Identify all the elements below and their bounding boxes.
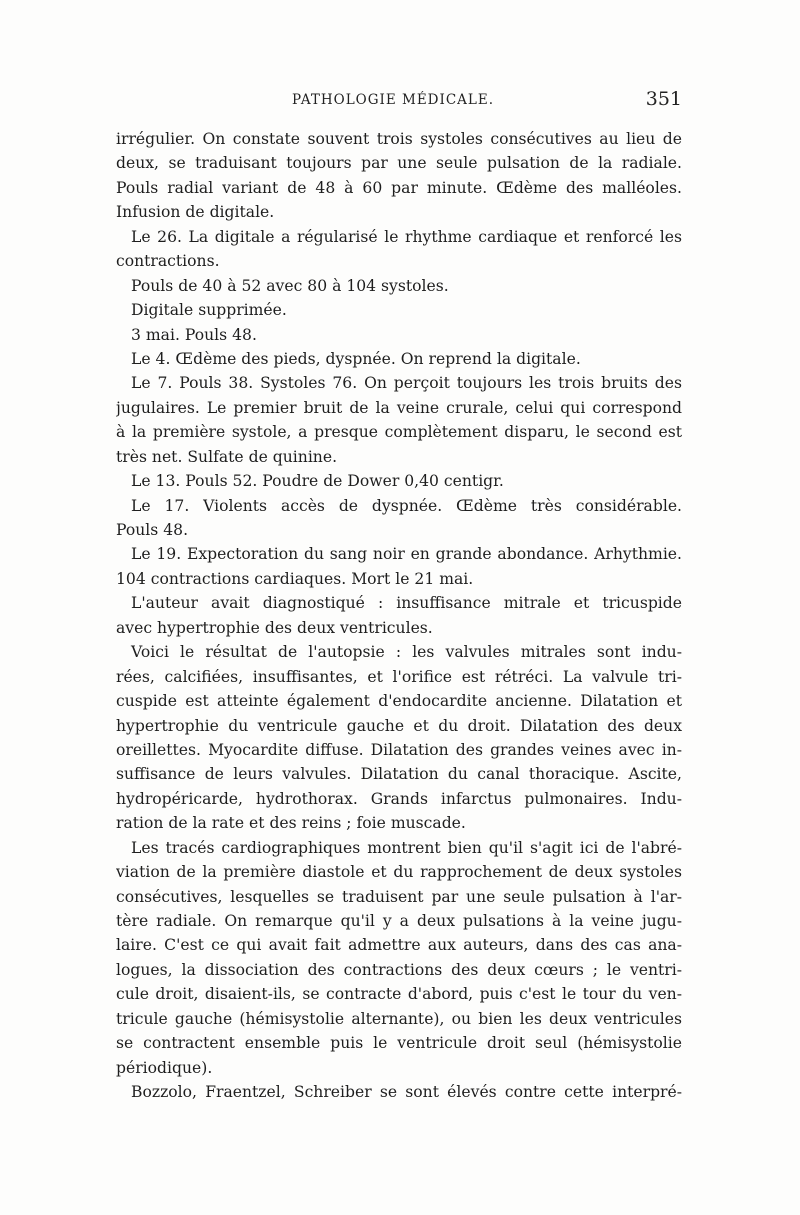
- text-line: Le 26. La digitale a régularisé le rhythme cardiaque et renforcé les: [131, 227, 682, 246]
- text-line: périodique).: [116, 1058, 213, 1077]
- text-line: cuspide est atteinte également d'endocardite ancienne. Dilatation et: [116, 692, 682, 711]
- text-line: 104 contractions cardiaques. Mort le 21 mai.: [116, 569, 474, 588]
- text-line: Bozzolo, Fraentzel, Schreiber se sont élevés contre cette interpré-: [131, 1083, 682, 1102]
- text-line: consécutives, lesquelles se traduisent par une seule pulsation à l'ar-: [116, 887, 682, 906]
- text-line: cule droit, disaient-ils, se contracte d'abord, puis c'est le tour du ven-: [116, 985, 682, 1004]
- body-text: [116, 127, 682, 1105]
- text-line: suffisance de leurs valvules. Dilatation du canal thoracique. Ascite,: [116, 765, 682, 784]
- text-line: laire. C'est ce qui avait fait admettre aux auteurs, dans des cas ana-: [116, 936, 682, 955]
- text-line: irrégulier. On constate souvent trois systoles consécutives au lieu de: [116, 130, 682, 148]
- text-line: contractions.: [116, 252, 220, 271]
- text-line: à la première systole, a presque complètement disparu, le second est: [116, 423, 682, 442]
- text-line: hydropéricarde, hydrothorax. Grands infarctus pulmonaires. Indu-: [116, 789, 682, 808]
- text-line: se contractent ensemble puis le ventricule droit seul (hémisystolie: [116, 1034, 682, 1053]
- text-line: 3 mai. Pouls 48.: [131, 325, 257, 344]
- text-line: Pouls 48.: [116, 521, 189, 539]
- text-line: hypertrophie du ventricule gauche et du droit. Dilatation des deux: [116, 716, 682, 735]
- text-line: deux, se traduisant toujours par une seule pulsation de la radiale.: [116, 154, 682, 173]
- text-line: L'auteur avait diagnostiqué : insuffisance mitrale et tricuspide: [131, 594, 682, 613]
- text-line: très net. Sulfate de quinine.: [116, 447, 338, 466]
- text-line: Infusion de digitale.: [116, 203, 275, 222]
- text-line: avec hypertrophie des deux ventricules.: [116, 618, 433, 637]
- page-header: [116, 88, 682, 118]
- text-line: Pouls de 40 à 52 avec 80 à 104 systoles.: [131, 276, 449, 295]
- text-line: Le 17. Violents accès de dyspnée. Œdème très considérable.: [131, 496, 682, 515]
- text-line: Les tracés cardiographiques montrent bien qu'il s'agit ici de l'abré-: [131, 838, 682, 857]
- text-line: Le 19. Expectoration du sang noir en grande abondance. Arhythmie.: [131, 545, 682, 564]
- text-line: tricule gauche (hémisystolie alternante), ou bien les deux ventricules: [116, 1009, 682, 1028]
- text-line: Le 4. Œdème des pieds, dyspnée. On reprend la digitale.: [131, 349, 581, 368]
- text-line: rées, calcifiées, insuffisantes, et l'orifice est rétréci. La valvule tri-: [116, 667, 682, 686]
- text-line: Digitale supprimée.: [131, 301, 287, 320]
- text-line: jugulaires. Le premier bruit de la veine crurale, celui qui correspond: [116, 398, 682, 417]
- running-title: PATHOLOGIE MÉDICALE.: [292, 92, 495, 108]
- text-line: viation de la première diastole et du rapprochement de deux systoles: [116, 863, 682, 882]
- text-line: tère radiale. On remarque qu'il y a deux pulsations à la veine jugu-: [116, 912, 682, 930]
- text-line: Le 13. Pouls 52. Poudre de Dower 0,40 centigr.: [131, 472, 504, 491]
- text-line: Le 7. Pouls 38. Systoles 76. On perçoit toujours les trois bruits des: [131, 374, 682, 393]
- text-line: ration de la rate et des reins ; foie muscade.: [116, 814, 466, 833]
- text-line: oreillettes. Myocardite diffuse. Dilatation des grandes veines avec in-: [116, 740, 682, 759]
- text-line: Pouls radial variant de 48 à 60 par minute. Œdème des malléoles.: [116, 178, 682, 197]
- text-line: Voici le résultat de l'autopsie : les valvules mitrales sont indu-: [131, 643, 682, 662]
- text-line: logues, la dissociation des contractions des deux cœurs ; le ventri-: [116, 960, 682, 979]
- page-number: 351: [645, 88, 682, 110]
